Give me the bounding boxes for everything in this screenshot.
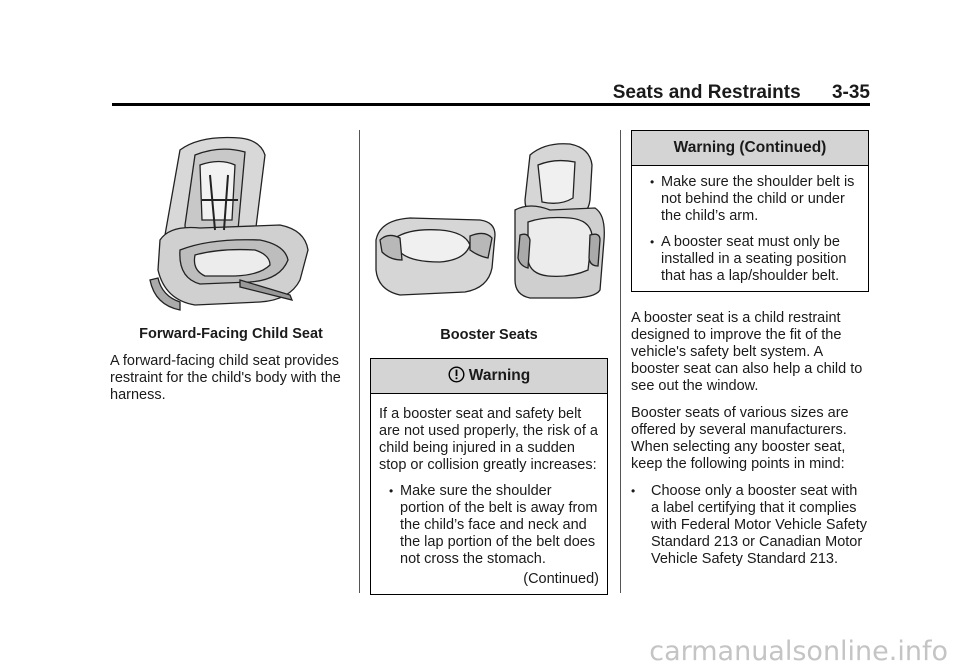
watermark: carmanualsonline.info xyxy=(649,636,948,667)
warning-continued-header: Warning (Continued) xyxy=(632,131,868,166)
warning-body xyxy=(371,394,607,594)
warning-continued-body xyxy=(632,166,868,291)
section-title: Seats and Restraints xyxy=(612,82,801,103)
warning-intro: If a booster seat and safety belt are not used properly, the risk of a child being injured in a sudden stop or collision greatly increases: xyxy=(379,406,598,473)
column-divider-2 xyxy=(620,130,621,593)
column-2 xyxy=(370,140,608,595)
column-divider-1 xyxy=(359,130,360,593)
list-item xyxy=(631,483,869,568)
list-item-text: Choose only a booster seat with a label certifying that it complies with Federal Motor Vehicle Safety Standard 213 or Canadian Motor Vehicle Safety Standard 213. xyxy=(651,483,867,567)
warning-bullet-text: Make sure the shoulder portion of the belt is away from the child’s face and neck and the lap portion of the belt does not cross the stomach. xyxy=(400,483,598,567)
column-1 xyxy=(110,130,352,404)
booster-seats-illustration xyxy=(370,140,608,300)
bullet-icon: • xyxy=(650,175,655,189)
warning-header xyxy=(371,359,607,394)
warning-icon xyxy=(448,366,465,383)
page-header xyxy=(613,82,870,104)
body-paragraph: A forward-facing child seat provides restraint for the child's body with the harness. xyxy=(110,353,341,403)
warning-title: Warning xyxy=(468,367,531,384)
warning-bullet xyxy=(640,234,860,285)
body-paragraph: A booster seat is a child restraint designed to improve the fit of the vehicle's safety belt system. A booster seat can also help a child to see out the window. xyxy=(631,310,863,394)
figure-caption: Booster Seats xyxy=(440,327,538,343)
forward-facing-seat-illustration xyxy=(140,130,330,315)
figure-caption: Forward-Facing Child Seat xyxy=(139,326,323,342)
header-rule xyxy=(112,103,870,106)
page-number: 3-35 xyxy=(831,82,870,103)
warning-continued-box xyxy=(631,130,869,292)
bullet-icon: • xyxy=(631,484,636,498)
warning-box xyxy=(370,358,608,595)
bullet-icon: • xyxy=(650,235,655,249)
continued-label: (Continued) xyxy=(523,571,599,587)
bullet-icon: • xyxy=(389,484,394,498)
warning-bullet-text: Make sure the shoulder belt is not behind the child or under the child’s arm. xyxy=(661,174,855,224)
column-3 xyxy=(631,130,869,568)
body-paragraph: Booster seats of various sizes are offered by several manufacturers. When selecting any booster seat, keep the following points in mind: xyxy=(631,405,849,472)
warning-bullet xyxy=(640,174,860,225)
warning-bullet xyxy=(379,483,599,568)
warning-bullet-text: A booster seat must only be installed in a seating position that has a lap/shoulder belt. xyxy=(661,234,847,284)
